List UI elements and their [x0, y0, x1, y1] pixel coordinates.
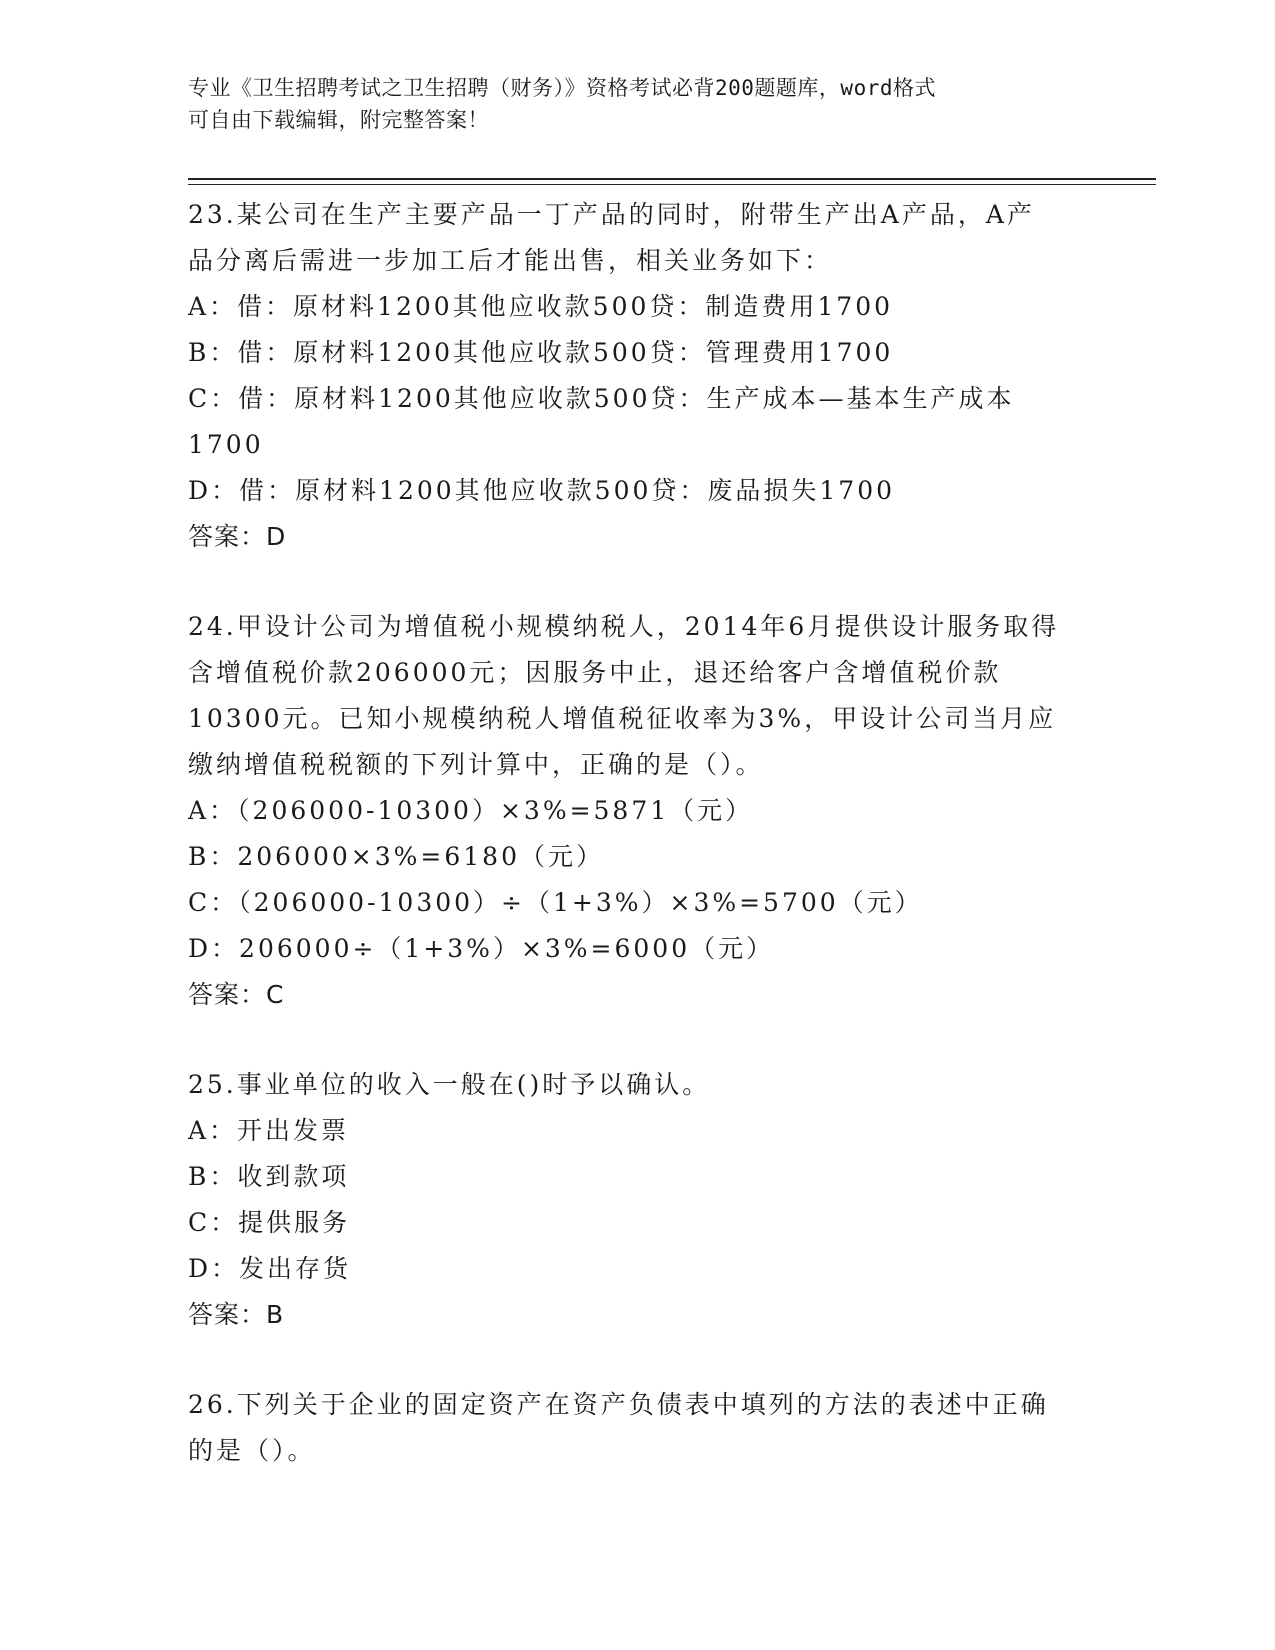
option-b: B：借：原材料1200其他应收款500贷：管理费用1700	[188, 338, 894, 367]
question-stem: 24.甲设计公司为增值税小规模纳税人，2014年6月提供设计服务取得	[188, 612, 1060, 641]
answer: 答案：D	[188, 522, 287, 551]
option-a: A：（206000-10300）×3%=5871（元）	[188, 796, 754, 825]
question-26	[188, 1382, 1118, 1474]
header-line-1: 专业《卫生招聘考试之卫生招聘（财务）》资格考试必背200题题库，word格式	[188, 76, 936, 100]
answer: 答案：B	[188, 1300, 285, 1329]
option-a: A：开出发票	[188, 1116, 350, 1145]
spacer	[188, 560, 1118, 604]
question-list	[188, 192, 1118, 1474]
spacer	[188, 1338, 1118, 1382]
question-25	[188, 1062, 1118, 1338]
question-stem: 的是（）。	[188, 1436, 316, 1465]
question-stem: 26.下列关于企业的固定资产在资产负债表中填列的方法的表述中正确	[188, 1390, 1049, 1419]
document-header	[188, 72, 1088, 136]
option-a: A：借：原材料1200其他应收款500贷：制造费用1700	[188, 292, 894, 321]
spacer	[188, 1018, 1118, 1062]
question-stem: 25.事业单位的收入一般在()时予以确认。	[188, 1070, 711, 1099]
question-stem: 含增值税价款206000元；因服务中止，退还给客户含增值税价款	[188, 658, 1002, 687]
question-stem: 缴纳增值税税额的下列计算中，正确的是（）。	[188, 750, 764, 779]
question-23	[188, 192, 1118, 560]
option-c: C：（206000-10300）÷（1+3%）×3%=5700（元）	[188, 888, 923, 917]
option-c-continued: 1700	[188, 430, 264, 459]
question-stem: 10300元。已知小规模纳税人增值税征收率为3%，甲设计公司当月应	[188, 704, 1057, 733]
header-divider-thin	[188, 184, 1156, 185]
option-d: D：发出存货	[188, 1254, 352, 1283]
header-line-2: 可自由下载编辑，附完整答案！	[188, 108, 489, 132]
question-stem: 品分离后需进一步加工后才能出售，相关业务如下：	[188, 246, 833, 275]
answer: 答案：C	[188, 980, 285, 1009]
option-c: C：提供服务	[188, 1208, 351, 1237]
question-24	[188, 604, 1118, 1018]
option-b: B：206000×3%=6180（元）	[188, 842, 604, 871]
option-d: D：借：原材料1200其他应收款500贷：废品损失1700	[188, 476, 896, 505]
option-c: C：借：原材料1200其他应收款500贷：生产成本—基本生产成本	[188, 384, 1015, 413]
question-stem: 23.某公司在生产主要产品一丁产品的同时，附带生产出A产品，A产	[188, 200, 1035, 229]
option-d: D：206000÷（1+3%）×3%=6000（元）	[188, 934, 775, 963]
option-b: B：收到款项	[188, 1162, 350, 1191]
header-divider-thick	[188, 178, 1156, 180]
